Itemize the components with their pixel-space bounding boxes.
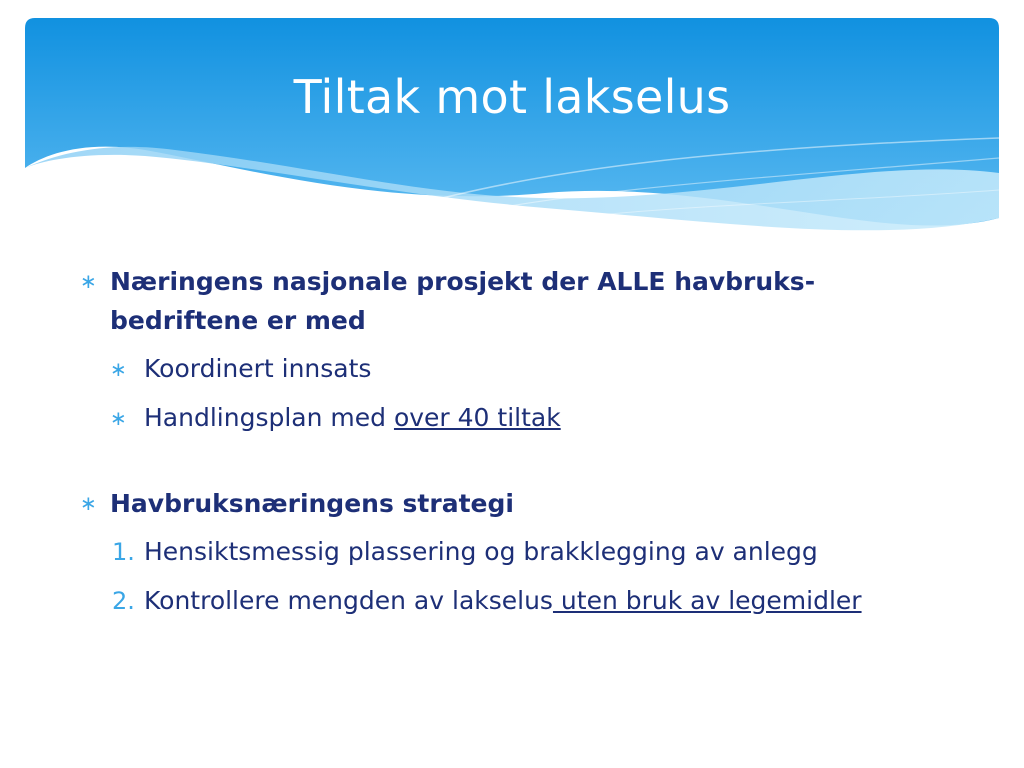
underlined-link[interactable]: over 40 tiltak [393, 403, 561, 432]
item-text: Kontrollere mengden av lakselus [144, 586, 553, 615]
item-text: Hensiktsmessig plassering og brakklegging av anlegg [144, 537, 818, 566]
list-item-level1 [80, 262, 960, 340]
header-banner [25, 18, 999, 238]
slide-title: Tiltak mot lakselus [293, 70, 731, 124]
list-item-level2 [80, 398, 960, 438]
numbered-item [80, 581, 960, 621]
numbered-item [80, 532, 960, 572]
underlined-link[interactable]: uten bruk av legemidler [552, 586, 862, 615]
asterisk-icon: ∗ [80, 269, 97, 293]
asterisk-icon: ∗ [80, 491, 97, 515]
item-text: Koordinert innsats [144, 354, 372, 383]
item-text: Havbruksnæringens strategi [110, 489, 514, 518]
asterisk-icon: ∗ [110, 357, 127, 381]
list-item-level1 [80, 484, 960, 523]
asterisk-icon: ∗ [110, 406, 127, 430]
wave-background [25, 18, 999, 238]
item-text: Handlingsplan med [144, 403, 394, 432]
item-number: 2. [112, 587, 135, 615]
item-number: 1. [112, 538, 135, 566]
list-item-level2 [80, 349, 960, 389]
item-text: Næringens nasjonale prosjekt der ALLE havbruks-bedriftene er med [110, 267, 816, 335]
bullet-list [80, 262, 960, 621]
